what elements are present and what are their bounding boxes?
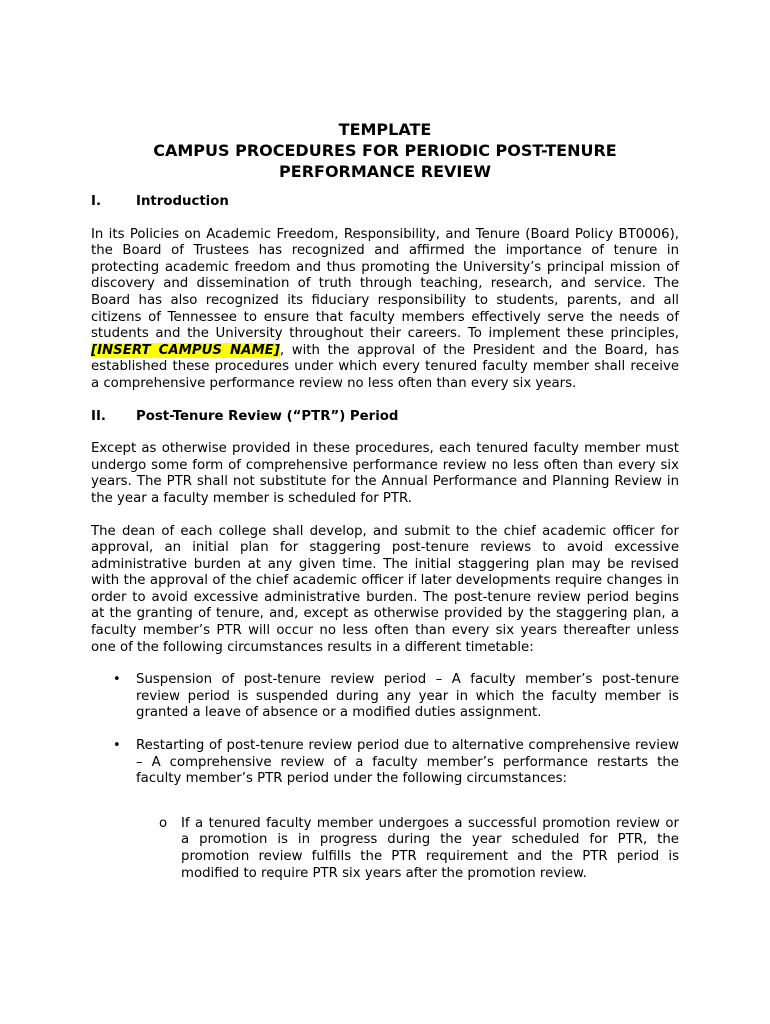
section-1-title: Introduction <box>136 194 229 209</box>
bullet-text-1: Suspension of post-tenure review period – A faculty member’s post-tenure review period is suspended during any year in which the faculty member is granted a leave of absence or a modified duties assignment. <box>136 672 679 721</box>
section-1-heading <box>91 194 679 211</box>
document-body <box>91 119 679 882</box>
title-line-1: TEMPLATE <box>338 120 432 139</box>
intro-text-before: In its Policies on Academic Freedom, Responsibility, and Tenure (Board Policy BT0006), the Board of Trustees has recognized and affirmed the importance of tenure in protecting academic freedom and thus promoting the University’s principal mission of discovery and dissemination of truth through teaching, research, and service. The Board has also recognized its fiduciary responsibility to students, parents, and all citizens of Tennessee to ensure that faculty members effectively serve the needs of students and the University throughout their careers. To implement these principles, <box>91 226 679 342</box>
bullet-icon: • <box>113 672 121 688</box>
title-line-3: PERFORMANCE REVIEW <box>279 162 491 181</box>
section-1-number: I. <box>91 194 101 209</box>
introduction-paragraph <box>91 227 679 393</box>
section-2-title: Post-Tenure Review (“PTR”) Period <box>136 408 399 424</box>
document-title <box>91 119 679 182</box>
title-line-2: CAMPUS PROCEDURES FOR PERIODIC POST-TENURE <box>153 141 617 160</box>
list-item <box>91 738 679 788</box>
list-item <box>91 672 679 722</box>
intro-text-after: , with the approval of the President and the Board, has established these procedures under which every tenured faculty member shall receive a comprehensive performance review no less often than every six years. <box>91 342 680 391</box>
sub-item-text-1: If a tenured faculty member undergoes a successful promotion review or a promotion is in progress during the year scheduled for PTR, the promotion review fulfills the PTR requirement and the PTR period is modified to require PTR six years after the promotion review. <box>181 815 679 881</box>
ptr-paragraph-2: The dean of each college shall develop, and submit to the chief academic officer for approval, an initial plan for staggering post-tenure reviews to avoid excessive administrative burden at any given time. The initial staggering plan may be revised with the approval of the chief academic officer if later developments require changes in order to avoid excessive administrative burden. The post-tenure review period begins at the granting of tenure, and, except as otherwise provided by the staggering plan, a faculty member’s PTR will occur no less often than every six years thereafter unless one of the following circumstances results in a different timetable: <box>91 523 679 655</box>
section-2-heading <box>91 409 679 426</box>
section-2-number: II. <box>91 408 106 424</box>
sub-bullet-icon: o <box>159 815 168 831</box>
bullet-list <box>91 672 679 788</box>
campus-name-placeholder: [INSERT CAMPUS NAME] <box>91 342 280 358</box>
bullet-icon: • <box>113 738 121 754</box>
bullet-text-2: Restarting of post-tenure review period due to alternative comprehensive review – A comprehensive review of a faculty member’s performance restarts the faculty member’s PTR period under the following circumstances: <box>136 738 679 787</box>
ptr-paragraph-1: Except as otherwise provided in these procedures, each tenured faculty member must undergo some form of comprehensive performance review no less often than every six years. The PTR shall not substitute for the Annual Performance and Planning Review in the year a faculty member is scheduled for PTR. <box>91 441 679 506</box>
sub-list-item <box>91 816 679 882</box>
